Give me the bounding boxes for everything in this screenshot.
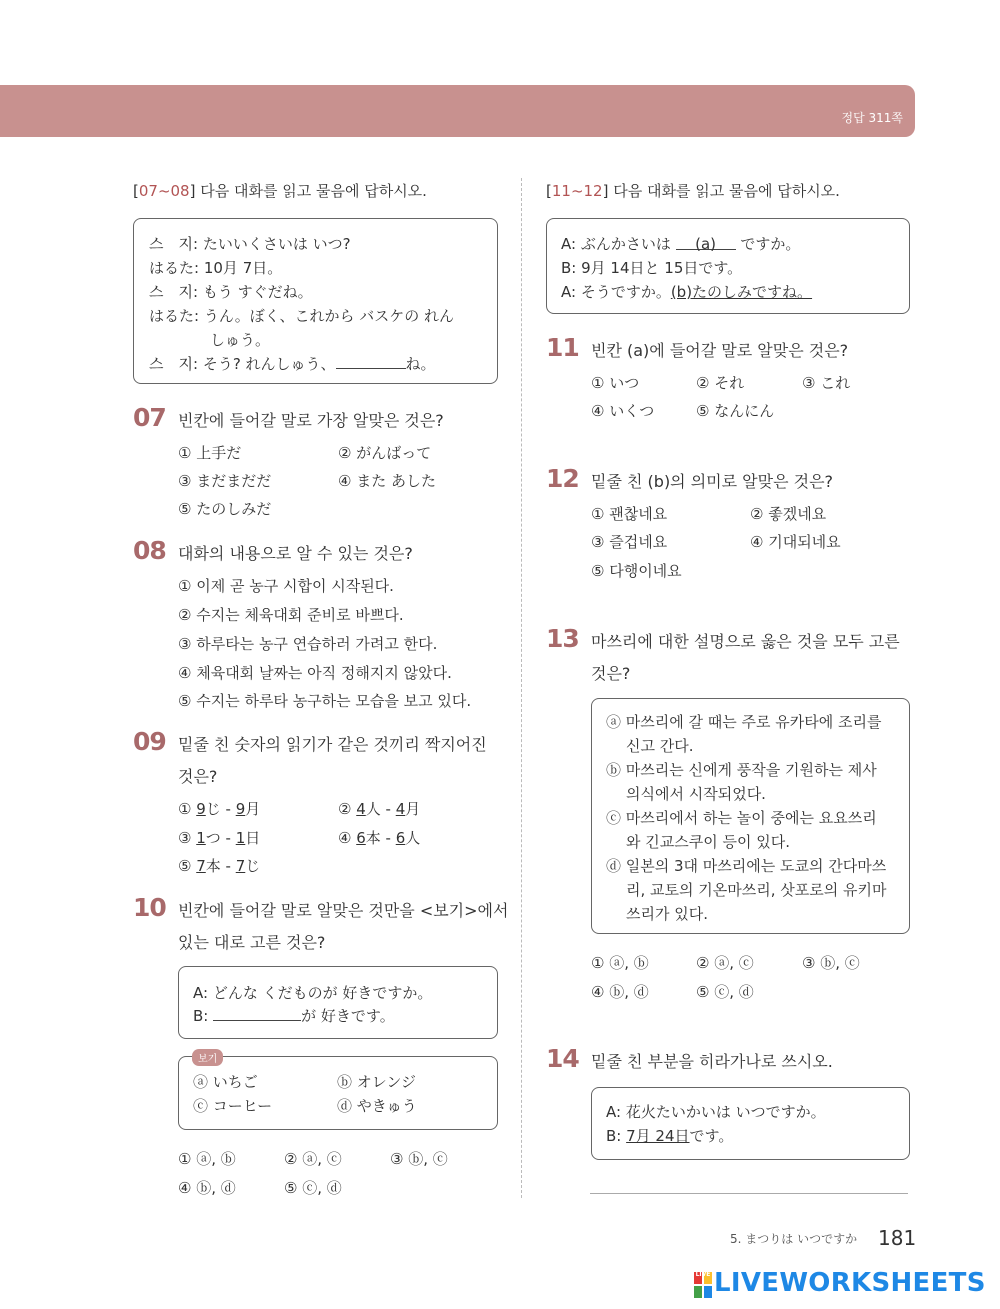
option[interactable] <box>178 855 260 876</box>
dialog-text: 10月 7日。 <box>203 259 283 277</box>
dialog-line <box>561 281 812 302</box>
question-number-13: 13 <box>546 624 579 653</box>
question-text-14: 밑줄 친 부분을 히라가나로 쓰시오. <box>591 1052 833 1071</box>
liveworksheets-logo-icon <box>694 1272 712 1298</box>
dialog-line: A: どんな くだものが 好きですか。 <box>193 984 433 1002</box>
option[interactable]: ④ 기대되네요 <box>750 533 841 551</box>
option[interactable]: ④ いくつ <box>591 402 655 420</box>
dialog-text: もう すぐだね。 <box>202 283 313 301</box>
option[interactable] <box>178 827 260 848</box>
answer-page-ref: 정답 311쪽 <box>841 111 903 125</box>
underlined-number: 6 <box>356 829 366 847</box>
logo-letters: LIVE <box>695 1271 711 1278</box>
dialog-text: B: <box>193 1007 214 1025</box>
info-line: ⓐ 마쓰리에 갈 때는 주로 유카타에 조리를 <box>606 713 882 731</box>
option-text: 本 - <box>365 829 396 847</box>
dialog-line: はるた: うん。ぼく、これから バスケの れん <box>149 307 454 325</box>
option[interactable]: ① 괜찮네요 <box>591 505 668 523</box>
option-text: じ <box>245 857 261 875</box>
question-text-07: 빈칸에 들어갈 말로 가장 알맞은 것은? <box>178 411 444 430</box>
question-number-09: 09 <box>133 727 166 756</box>
underlined-number: 1 <box>235 829 246 847</box>
dialog-line <box>561 233 800 254</box>
dialog-text: ね。 <box>405 355 436 373</box>
column-divider <box>521 178 522 1198</box>
option-marker: ⑤ <box>178 857 192 875</box>
info-line: ⓑ 마쓰리는 신에게 풍작을 기원하는 제사 <box>606 761 877 779</box>
info-line: ⓒ 마쓰리에서 하는 놀이 중에는 요요쓰리 <box>606 809 877 827</box>
answer-blank <box>213 1006 301 1021</box>
underlined-number: 1 <box>196 829 206 847</box>
option-text: 人 <box>405 829 421 847</box>
speaker: はるた <box>149 307 195 325</box>
dialog-text: ですか。 <box>735 235 801 253</box>
page-number: 181 <box>878 1226 917 1250</box>
dialog-text: うん。ぼく、これから バスケの れん <box>203 307 454 325</box>
question-text-10: 빈칸에 들어갈 말로 알맞은 것만을 <보기>에서 <box>178 901 509 920</box>
dialog-line: 스 지: たいいくさいは いつ? <box>149 235 351 253</box>
question-number-10: 10 <box>133 893 166 922</box>
bogi-label: 보기 <box>192 1049 223 1066</box>
info-line: 리, 교토의 기온마쓰리, 삿포로의 유키마 <box>626 881 887 899</box>
option[interactable]: ① ⓐ, ⓑ <box>591 954 649 972</box>
blank-a <box>676 235 736 253</box>
option-text: 日 <box>245 829 261 847</box>
dialog-text: です。 <box>689 1127 734 1145</box>
chapter-title: 5. まつりは いつですか <box>730 1232 858 1246</box>
answer-blank <box>336 354 406 369</box>
bogi-item: ⓓ やきゅう <box>337 1097 417 1115</box>
dialog-line: 스 지: そう? れんしゅう、 ね。 <box>149 355 436 373</box>
bogi-item: ⓒ コーヒー <box>193 1097 273 1115</box>
dialog-line <box>606 1125 733 1146</box>
option[interactable]: ⑤ 다행이네요 <box>591 562 682 580</box>
option-marker: ② <box>338 800 352 818</box>
info-line: 신고 간다. <box>626 737 694 755</box>
option[interactable]: ② ⓐ, ⓒ <box>696 954 754 972</box>
option-marker: ③ <box>178 829 192 847</box>
right-instruction: [11~12] 다음 대화를 읽고 물음에 답하시오. <box>546 182 840 200</box>
dialog-text: たいいくさいは いつ? <box>202 235 351 253</box>
option[interactable]: ③ 하루타는 농구 연습하러 가려고 한다. <box>178 635 438 653</box>
question-text-09-cont: 것은? <box>178 767 218 786</box>
option[interactable]: ① いつ <box>591 374 640 392</box>
underlined-date: 7月 24日 <box>626 1127 690 1145</box>
underlined-number: 7 <box>196 857 206 875</box>
option[interactable]: ⑤ ⓒ, ⓓ <box>696 983 754 1001</box>
option[interactable]: ④ ⓑ, ⓓ <box>591 983 649 1001</box>
instruction-range: 11~12 <box>551 182 603 200</box>
underlined-number: 4 <box>395 800 406 818</box>
underlined-number: 7 <box>235 857 246 875</box>
option[interactable]: ③ 즐겁네요 <box>591 533 668 551</box>
blank-a-label: (a) <box>695 235 717 253</box>
underlined-number: 9 <box>235 800 246 818</box>
info-line: 와 긴교스쿠이 등이 있다. <box>626 833 790 851</box>
option[interactable]: ② 수지는 체육대회 준비로 바쁘다. <box>178 606 404 624</box>
option[interactable]: ② がんばって <box>338 444 432 462</box>
option[interactable]: ③ まだまだだ <box>178 472 272 490</box>
option[interactable]: ⑤ なんにん <box>696 402 775 420</box>
underlined-text-b: (b)たのしみですね。 <box>670 283 813 301</box>
option[interactable] <box>338 827 420 848</box>
speaker: はるた <box>149 259 195 277</box>
option[interactable]: ④ 체육대회 날짜는 아직 정해지지 않았다. <box>178 664 452 682</box>
question-text-12: 밑줄 친 (b)의 의미로 알맞은 것은? <box>591 472 834 491</box>
dialog-box-11-12 <box>546 218 910 314</box>
speaker: 스 지 <box>149 355 193 373</box>
dialog-box-14 <box>591 1087 910 1160</box>
footer-rule <box>590 1193 908 1194</box>
dialog-line: はるた: 10月 7日。 <box>149 259 283 277</box>
question-text-11: 빈칸 (a)에 들어갈 말로 알맞은 것은? <box>591 341 849 360</box>
option[interactable]: ⑤ たのしみだ <box>178 500 272 518</box>
question-number-07: 07 <box>133 403 166 432</box>
underlined-number: 6 <box>395 829 406 847</box>
dialog-text: しゅう。 <box>210 331 271 349</box>
question-number-14: 14 <box>546 1044 579 1073</box>
option-text: 月 <box>245 800 261 818</box>
dialog-text: A: そうですか。 <box>561 283 671 301</box>
liveworksheets-brand[interactable]: LIVEWORKSHEETS <box>714 1268 986 1298</box>
question-text-09: 밑줄 친 숫자의 읽기가 같은 것끼리 짝지어진 <box>178 735 487 754</box>
option[interactable]: ② 좋겠네요 <box>750 505 827 523</box>
option[interactable]: ⑤ ⓒ, ⓓ <box>284 1179 342 1197</box>
option[interactable]: ⑤ 수지는 하루타 농구하는 모습을 보고 있다. <box>178 692 472 710</box>
instruction-text: 다음 대화를 읽고 물음에 답하시오. <box>613 182 840 200</box>
question-text-13-cont: 것은? <box>591 664 631 683</box>
bogi-item: ⓐ いちご <box>193 1073 258 1091</box>
left-instruction: [07~08] 다음 대화를 읽고 물음에 답하시오. <box>133 182 427 200</box>
info-line: 쓰리가 있다. <box>626 905 708 923</box>
header-band <box>0 85 915 137</box>
dialog-line <box>193 1005 395 1026</box>
underlined-number: 4 <box>356 800 366 818</box>
option[interactable]: ② それ <box>696 374 745 392</box>
dialog-text: B: <box>606 1127 627 1145</box>
option-text: じ - <box>205 800 236 818</box>
dialog-text: そう? れんしゅう、 <box>202 355 336 373</box>
info-line: 의식에서 시작되었다. <box>626 785 766 803</box>
info-box-13 <box>591 698 910 934</box>
option[interactable]: ① ⓐ, ⓑ <box>178 1150 236 1168</box>
info-line: ⓓ 일본의 3대 마쓰리에는 도쿄의 간다마쓰 <box>606 857 887 875</box>
option[interactable]: ① 이제 곧 농구 시합이 시작된다. <box>178 577 394 595</box>
question-number-08: 08 <box>133 536 166 565</box>
dialog-box-10 <box>178 966 498 1039</box>
option-text: 月 <box>405 800 421 818</box>
option[interactable] <box>338 798 420 819</box>
option[interactable]: ③ これ <box>802 374 851 392</box>
option[interactable]: ① 上手だ <box>178 444 242 462</box>
bogi-box <box>178 1056 498 1130</box>
question-text-08: 대화의 내용으로 알 수 있는 것은? <box>178 544 413 563</box>
underlined-number: 9 <box>196 800 206 818</box>
dialog-line: 스 지: もう すぐだね。 <box>149 283 313 301</box>
instruction-text: 다음 대화를 읽고 물음에 답하시오. <box>200 182 427 200</box>
option[interactable]: ④ ⓑ, ⓓ <box>178 1179 236 1197</box>
question-text-13: 마쓰리에 대한 설명으로 옳은 것을 모두 고른 <box>591 632 900 651</box>
question-text-10-cont: 있는 대로 고른 것은? <box>178 933 326 952</box>
option[interactable]: ② ⓐ, ⓒ <box>284 1150 342 1168</box>
option[interactable]: ④ また あした <box>338 472 436 490</box>
dialog-text: A: ぶんかさいは <box>561 235 676 253</box>
dialog-line <box>210 329 270 350</box>
speaker: 스 지 <box>149 283 193 301</box>
instruction-range: 07~08 <box>138 182 190 200</box>
speaker: 스 지 <box>149 235 193 253</box>
question-number-12: 12 <box>546 464 579 493</box>
option-marker: ④ <box>338 829 352 847</box>
option[interactable]: ③ ⓑ, ⓒ <box>802 954 860 972</box>
dialog-text: が 好きです。 <box>301 1007 395 1025</box>
option-text: 本 - <box>205 857 236 875</box>
bogi-item: ⓑ オレンジ <box>337 1073 417 1091</box>
dialog-line: B: 9月 14日と 15日です。 <box>561 259 743 277</box>
question-number-11: 11 <box>546 333 579 362</box>
option[interactable] <box>178 798 260 819</box>
dialog-box-07-08 <box>133 218 498 384</box>
dialog-line: A: 花火たいかいは いつですか。 <box>606 1103 826 1121</box>
option-marker: ① <box>178 800 192 818</box>
option[interactable]: ③ ⓑ, ⓒ <box>390 1150 448 1168</box>
option-text: つ - <box>205 829 236 847</box>
option-text: 人 - <box>365 800 396 818</box>
